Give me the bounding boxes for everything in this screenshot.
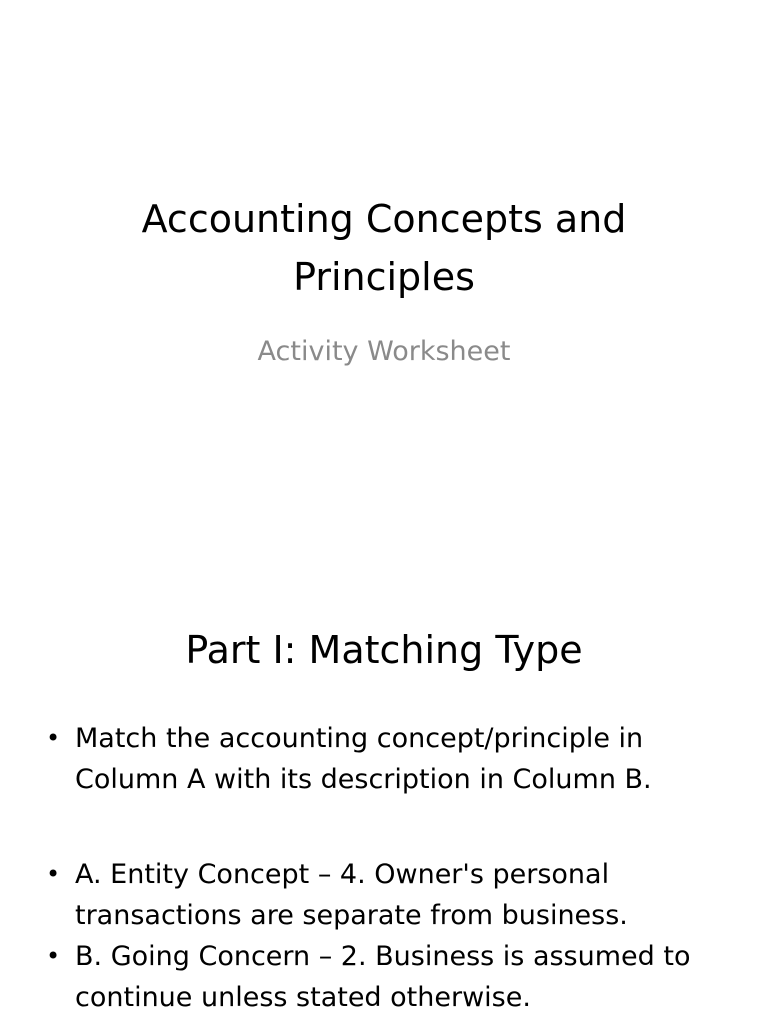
bullet-item xyxy=(40,718,730,800)
bullet-icon: • xyxy=(46,724,61,752)
bullet-text: A. Entity Concept – 4. Owner's personal transactions are separate from business. xyxy=(75,859,628,931)
bullet-item xyxy=(40,854,730,936)
section-title: Part I: Matching Type xyxy=(185,628,583,672)
bullet-text: Match the accounting concept/principle in Column A with its description in Column B. xyxy=(75,723,652,795)
bullet-icon: • xyxy=(46,860,61,888)
slide-title-line-1: Accounting Concepts and xyxy=(141,197,627,241)
bullet-text: B. Going Concern – 2. Business is assumed to continue unless stated otherwise. xyxy=(75,941,691,1013)
slide-subtitle: Activity Worksheet xyxy=(257,336,511,367)
bullet-list xyxy=(40,718,730,1018)
content-slide xyxy=(0,576,768,1024)
slide-title xyxy=(60,190,708,306)
slide-title-line-2: Principles xyxy=(293,255,475,299)
bullet-icon: • xyxy=(46,942,61,970)
bullet-item xyxy=(40,936,730,1018)
